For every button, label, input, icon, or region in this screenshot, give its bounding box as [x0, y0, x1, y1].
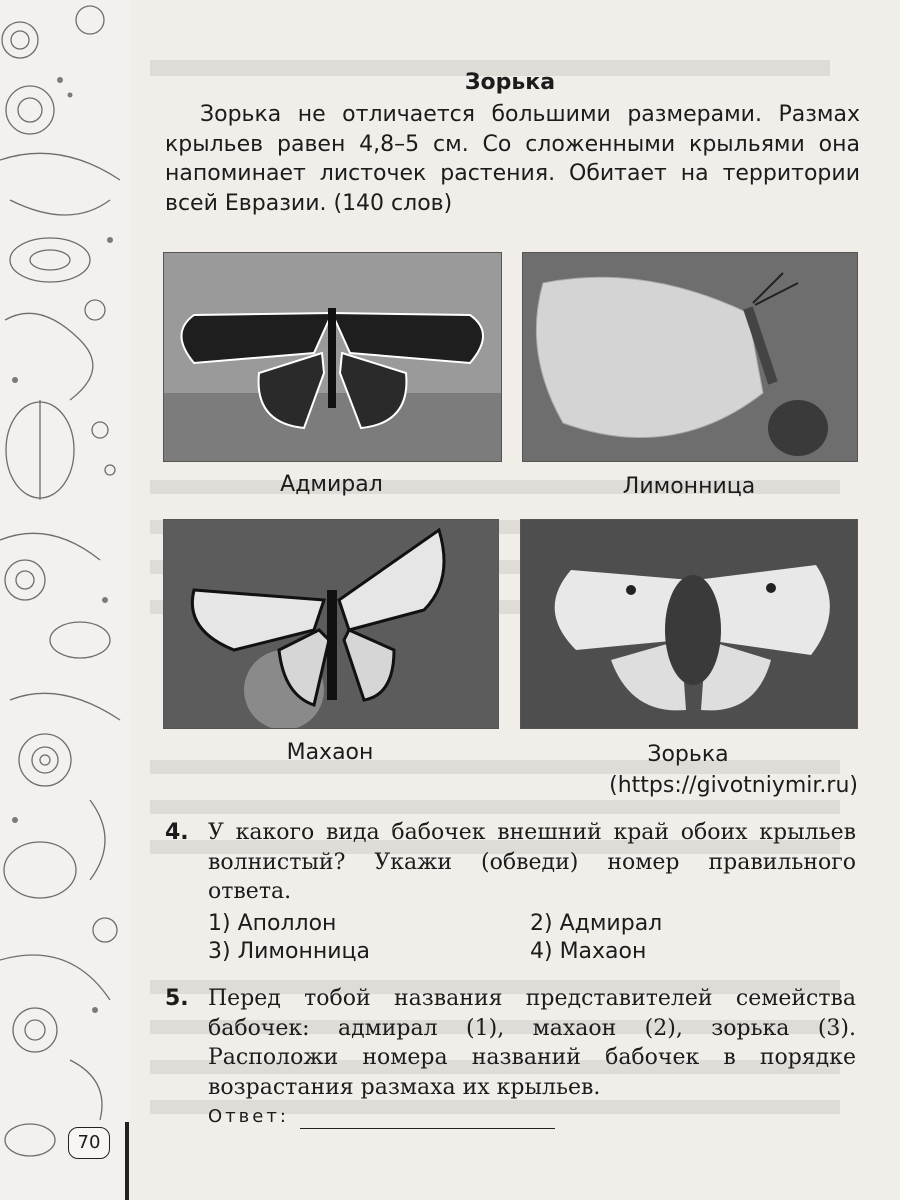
page-edge-rule	[125, 1122, 129, 1200]
question-5-number: 5.	[165, 986, 189, 1011]
caption-admiral: Адмирал	[280, 472, 383, 497]
decorative-border	[0, 0, 130, 1200]
question-5-text: Перед тобой названия представителей семейства бабочек: адмирал (1), махаон (2), зорька (3). Расположи номера названий бабочек в порядке возрастания размаха их крыльев.	[208, 986, 856, 1100]
q4-option-2[interactable]: 2) Адмирал	[530, 911, 663, 936]
photo-zorka	[520, 519, 858, 729]
admiral-butterfly-icon	[164, 253, 501, 461]
answer-label: Ответ:	[208, 1106, 289, 1127]
photo-admiral	[163, 252, 502, 462]
floral-ornament-icon	[0, 0, 130, 1200]
photo-limonnitsa	[522, 252, 858, 462]
page-number: 70	[68, 1127, 110, 1159]
brimstone-butterfly-icon	[523, 253, 857, 461]
source-link[interactable]: (https://givotniymir.ru)	[609, 773, 858, 798]
swallowtail-butterfly-icon	[164, 520, 498, 728]
question-4-text: У какого вида бабочек внешний край обоих крыльев волнистый? Укажи (обведи) номер правильного ответа.	[208, 820, 856, 904]
caption-limonnitsa: Лимонница	[622, 474, 756, 499]
caption-makhaon: Махаон	[286, 740, 374, 765]
description-paragraph: Зорька не отличается большими размерами. Размах крыльев равен 4,8–5 см. Со сложенными крыльями она напоминает листочек растения. Обитает на территории всей Евразии. (140 слов)	[165, 102, 860, 216]
answer-input-line[interactable]	[300, 1128, 555, 1129]
q4-option-3[interactable]: 3) Лимонница	[208, 939, 370, 964]
section-title: Зорька	[464, 70, 556, 95]
question-4-number: 4.	[165, 820, 189, 845]
caption-zorka: Зорька	[647, 742, 729, 767]
q4-option-1[interactable]: 1) Аполлон	[208, 911, 337, 936]
orange-tip-butterfly-icon	[521, 520, 857, 728]
q4-option-4[interactable]: 4) Махаон	[530, 939, 647, 964]
photo-makhaon	[163, 519, 499, 729]
